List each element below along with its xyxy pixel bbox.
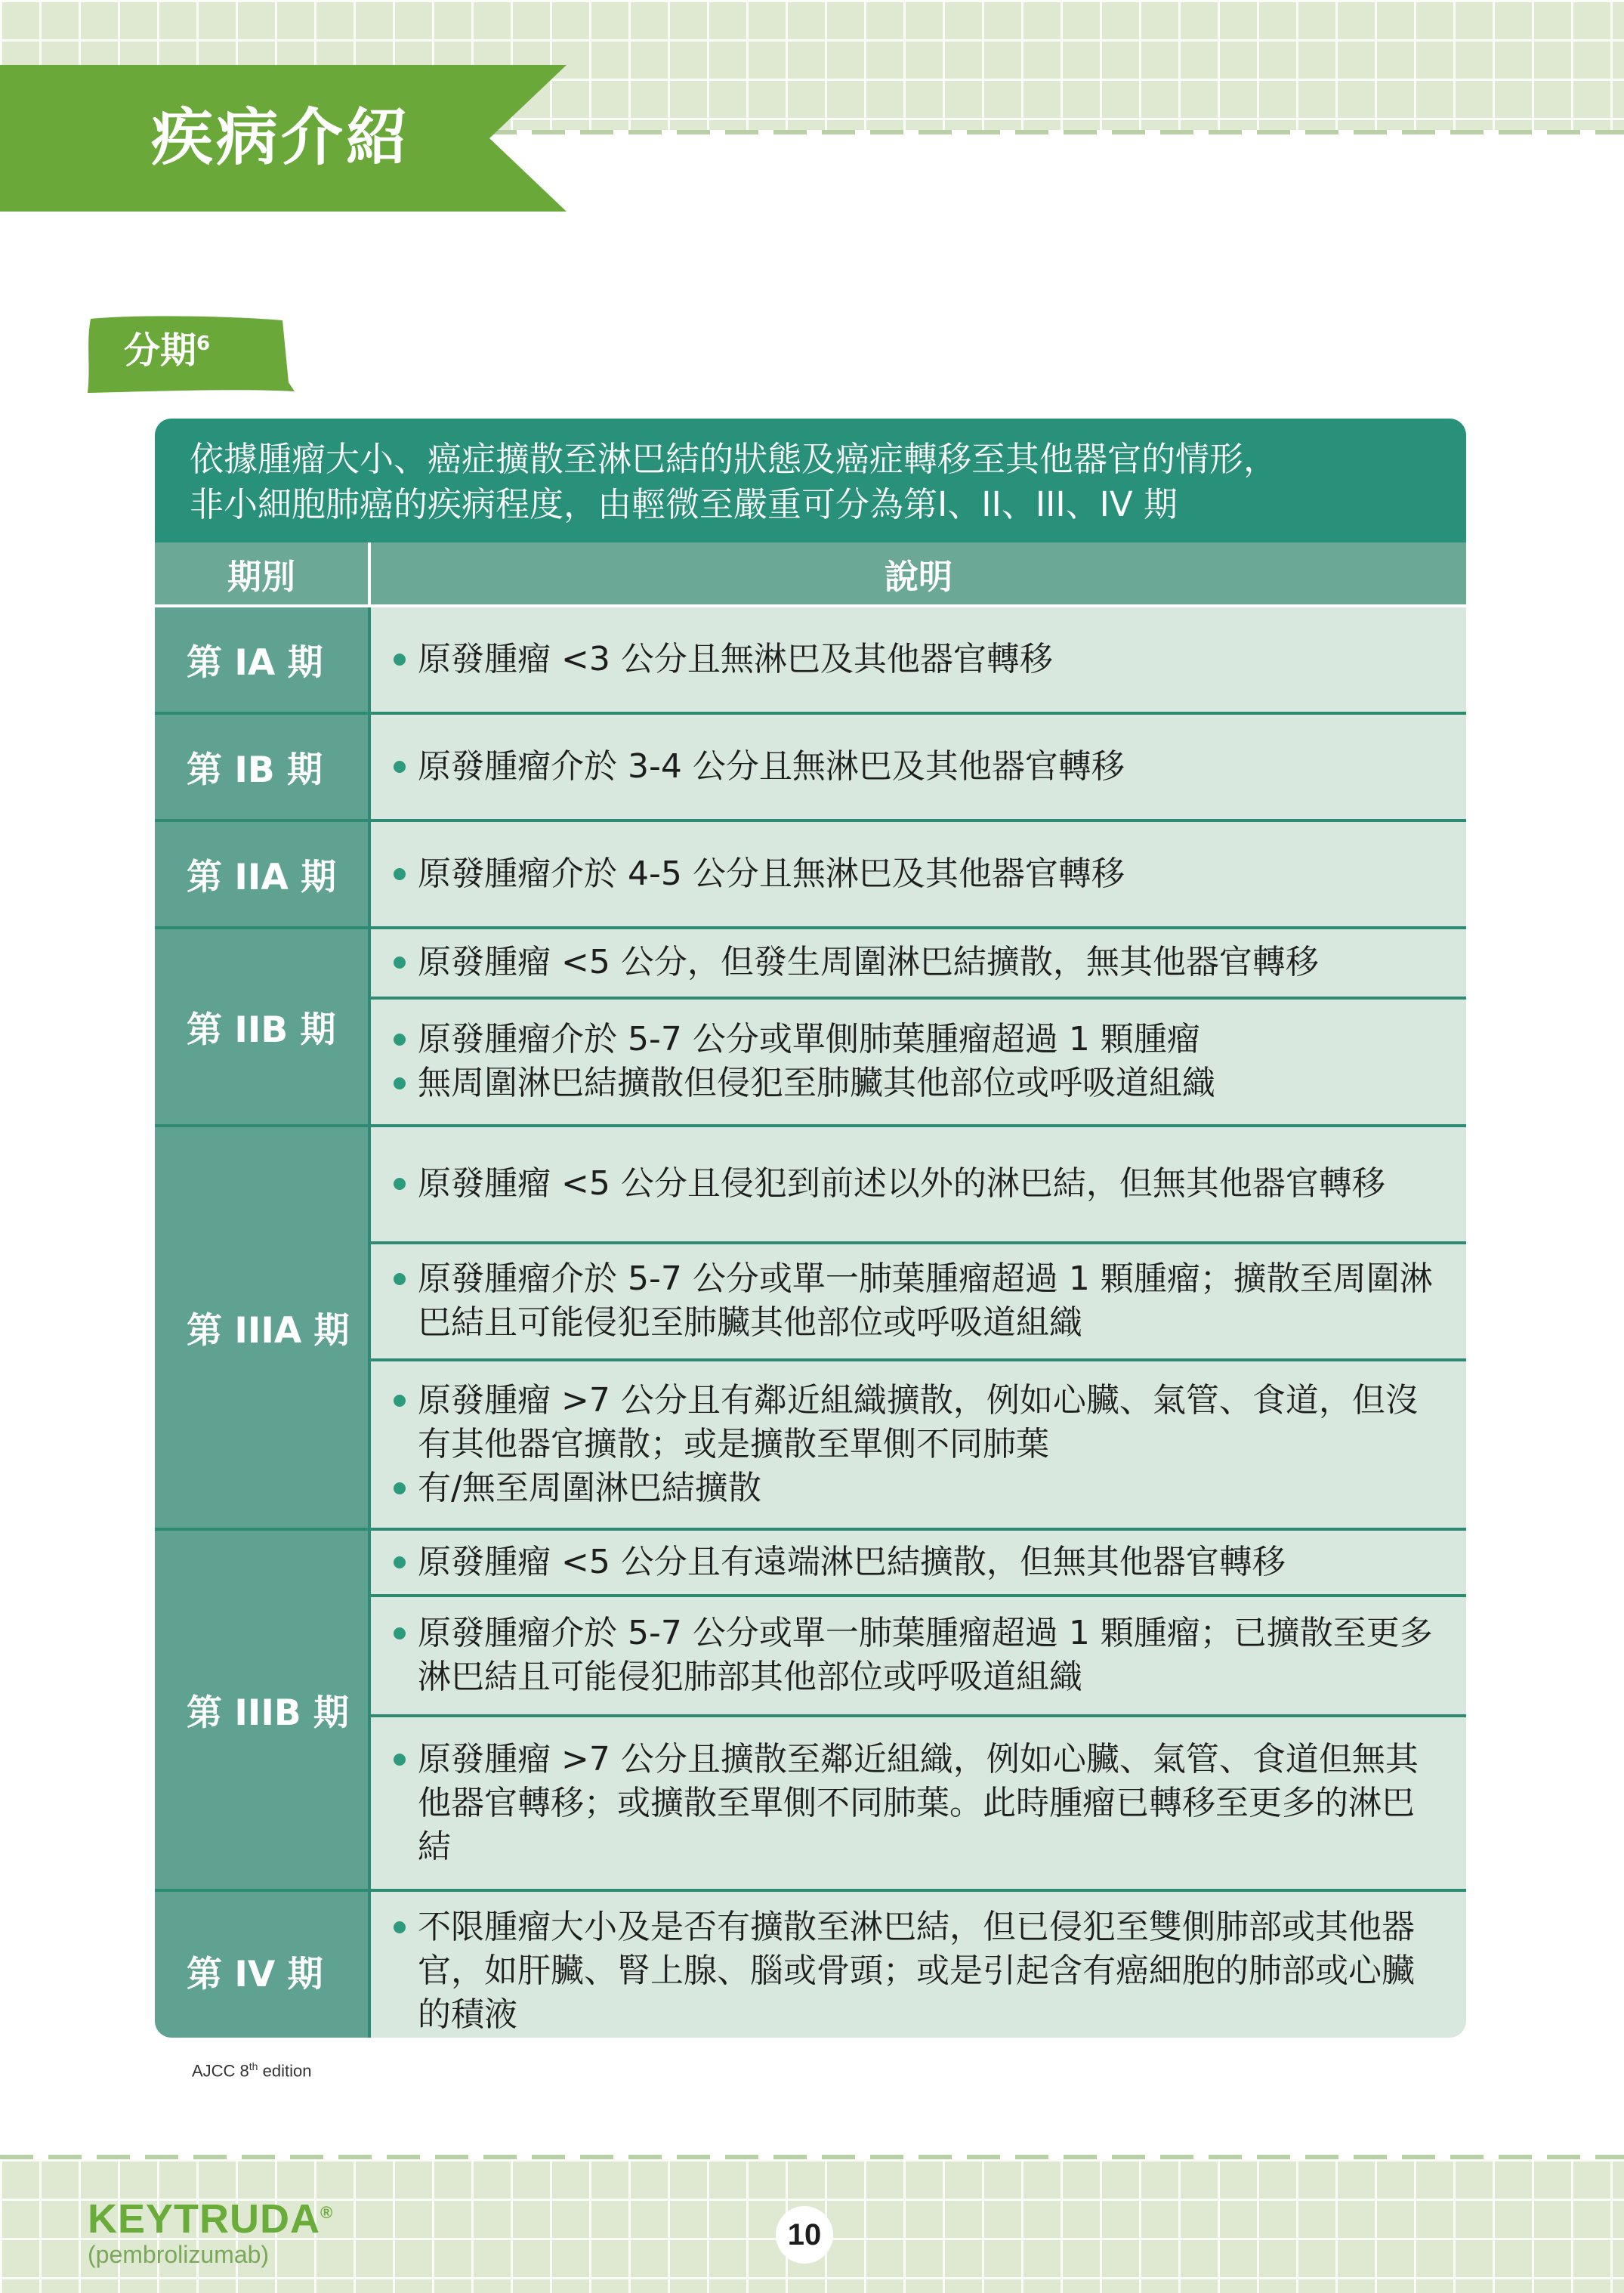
stage-label: 第 IIA 期 [155, 822, 371, 926]
bullet-item [394, 1379, 1436, 1466]
bullet-item [394, 1905, 1436, 2037]
section-heading-label: 分期 [124, 329, 197, 372]
stage-label: 第 IB 期 [155, 715, 371, 819]
bullet-text: 無周圍淋巴結擴散但侵犯至肺臟其他部位或呼吸道組織 [418, 1064, 1215, 1103]
stage-descriptions [371, 1127, 1466, 1528]
bullet-text: 原發腫瘤 >7 公分且擴散至鄰近組織，例如心臟、氣管、食道但無其他器官轉移；或擴散至單側不同肺葉。此時腫瘤已轉移至更多的淋巴結 [418, 1739, 1419, 1866]
column-header-description: 說明 [884, 556, 952, 597]
bullet-dot-icon [394, 1754, 406, 1766]
bullet-text: 原發腫瘤介於 5-7 公分或單側肺葉腫瘤超過 1 顆腫瘤 [418, 1020, 1200, 1059]
stage-label: 第 IIIB 期 [155, 1531, 371, 1889]
description-cell [371, 822, 1466, 926]
bullet-item [394, 1062, 1436, 1105]
table-intro-line2: 非小細胞肺癌的疾病程度，由輕微至嚴重可分為第I、II、III、IV 期 [190, 484, 1178, 524]
stage-row [155, 1531, 1466, 1892]
page-title: 疾病介紹 [151, 102, 412, 174]
bullet-dot-icon [394, 1395, 406, 1407]
footnote-sup: th [249, 2060, 258, 2072]
description-cell [371, 1892, 1466, 2038]
bullet-dot-icon [394, 654, 406, 666]
table-intro [155, 419, 1466, 542]
stage-label: 第 IA 期 [155, 607, 371, 712]
page-number: 10 [776, 2206, 833, 2264]
stage-descriptions [371, 715, 1466, 819]
description-cell [371, 715, 1466, 819]
table-intro-line1: 依據腫瘤大小、癌症擴散至淋巴結的狀態及癌症轉移至其他器官的情形， [190, 439, 1278, 479]
description-cell [371, 1000, 1466, 1124]
stage-descriptions [371, 1531, 1466, 1889]
bullet-item [394, 745, 1436, 789]
logo-generic-name: (pembrolizumab) [88, 2241, 270, 2268]
bullet-item [394, 941, 1436, 984]
description-cell [371, 1597, 1466, 1717]
stage-descriptions [371, 822, 1466, 926]
bullet-text: 原發腫瘤 <5 公分且侵犯到前述以外的淋巴結，但無其他器官轉移 [418, 1164, 1385, 1204]
bullet-dot-icon [394, 1627, 406, 1639]
bullet-dot-icon [394, 1273, 406, 1285]
bullet-dot-icon [394, 1077, 406, 1089]
bullet-dot-icon [394, 1556, 406, 1568]
stage-row [155, 607, 1466, 715]
table-body [155, 607, 1466, 2038]
bullet-text: 原發腫瘤 <3 公分且無淋巴及其他器官轉移 [418, 640, 1053, 678]
bullet-dot-icon [394, 868, 406, 880]
bullet-item [394, 1018, 1436, 1062]
stage-label: 第 IIB 期 [155, 929, 371, 1124]
section-heading [124, 329, 211, 372]
section-heading-ref: 6 [196, 332, 211, 355]
bullet-item [394, 1162, 1436, 1206]
top-dashed-divider [483, 130, 1624, 134]
description-cell [371, 1531, 1466, 1597]
stage-descriptions [371, 929, 1466, 1124]
bullet-dot-icon [394, 956, 406, 969]
logo-brand-text: KEYTRUDA [88, 2196, 321, 2242]
stage-label: 第 IV 期 [155, 1892, 371, 2038]
keytruda-logo [88, 2196, 334, 2268]
staging-table [155, 419, 1466, 2038]
bullet-item [394, 1541, 1436, 1584]
stage-row [155, 715, 1466, 822]
bullet-text: 原發腫瘤介於 5-7 公分或單一肺葉腫瘤超過 1 顆腫瘤；已擴散至更多淋巴結且可能侵犯肺部其他部位或呼吸道組織 [418, 1614, 1433, 1697]
bullet-text: 原發腫瘤 <5 公分且有遠端淋巴結擴散，但無其他器官轉移 [418, 1542, 1286, 1581]
description-cell [371, 1244, 1466, 1361]
logo-brand-mark: ® [320, 2203, 334, 2222]
description-cell [371, 929, 1466, 1000]
description-cell [371, 1127, 1466, 1244]
column-header-stage: 期別 [155, 542, 371, 604]
logo-brand [88, 2196, 334, 2242]
bullet-dot-icon [394, 1178, 406, 1190]
bullet-dot-icon [394, 1921, 406, 1933]
bullet-item [394, 1738, 1436, 1869]
bullet-text: 原發腫瘤介於 4-5 公分且無淋巴及其他器官轉移 [418, 854, 1125, 893]
bullet-item [394, 852, 1436, 896]
bullet-text: 原發腫瘤介於 5-7 公分或單一肺葉腫瘤超過 1 顆腫瘤；擴散至周圍淋巴結且可能侵犯至肺臟其他部位或呼吸道組織 [418, 1259, 1433, 1343]
description-cell [371, 1361, 1466, 1528]
bullet-text: 原發腫瘤介於 3-4 公分且無淋巴及其他器官轉移 [418, 747, 1125, 786]
stage-row [155, 1127, 1466, 1531]
bullet-dot-icon [394, 761, 406, 773]
bullet-dot-icon [394, 1482, 406, 1494]
table-header-row [155, 542, 1466, 607]
footnote [192, 2060, 311, 2081]
stage-row [155, 929, 1466, 1127]
stage-descriptions [371, 607, 1466, 712]
bullet-item [394, 1466, 1436, 1510]
bullet-item [394, 1257, 1436, 1345]
stage-row [155, 822, 1466, 929]
bullet-text: 原發腫瘤 >7 公分且有鄰近組織擴散，例如心臟、氣管、食道，但沒有其他器官擴散；或是擴散至單側不同肺葉 [418, 1380, 1419, 1463]
description-cell [371, 1717, 1466, 1889]
footnote-text: AJCC 8 [192, 2061, 249, 2081]
stage-descriptions [371, 1892, 1466, 2038]
bullet-text: 原發腫瘤 <5 公分，但發生周圍淋巴結擴散，無其他器官轉移 [418, 943, 1319, 982]
bullet-text: 有/無至周圍淋巴結擴散 [418, 1468, 761, 1507]
bullet-dot-icon [394, 1034, 406, 1046]
stage-row [155, 1892, 1466, 2038]
bullet-item [394, 1612, 1436, 1699]
description-cell [371, 607, 1466, 712]
bullet-item [394, 638, 1436, 681]
bullet-text: 不限腫瘤大小及是否有擴散至淋巴結，但已侵犯至雙側肺部或其他器官，如肝臟、腎上腺、腦或骨頭；或是引起含有癌細胞的肺部或心臟的積液 [418, 1908, 1415, 2034]
stage-label: 第 IIIA 期 [155, 1127, 371, 1528]
footnote-suffix: edition [258, 2061, 312, 2081]
